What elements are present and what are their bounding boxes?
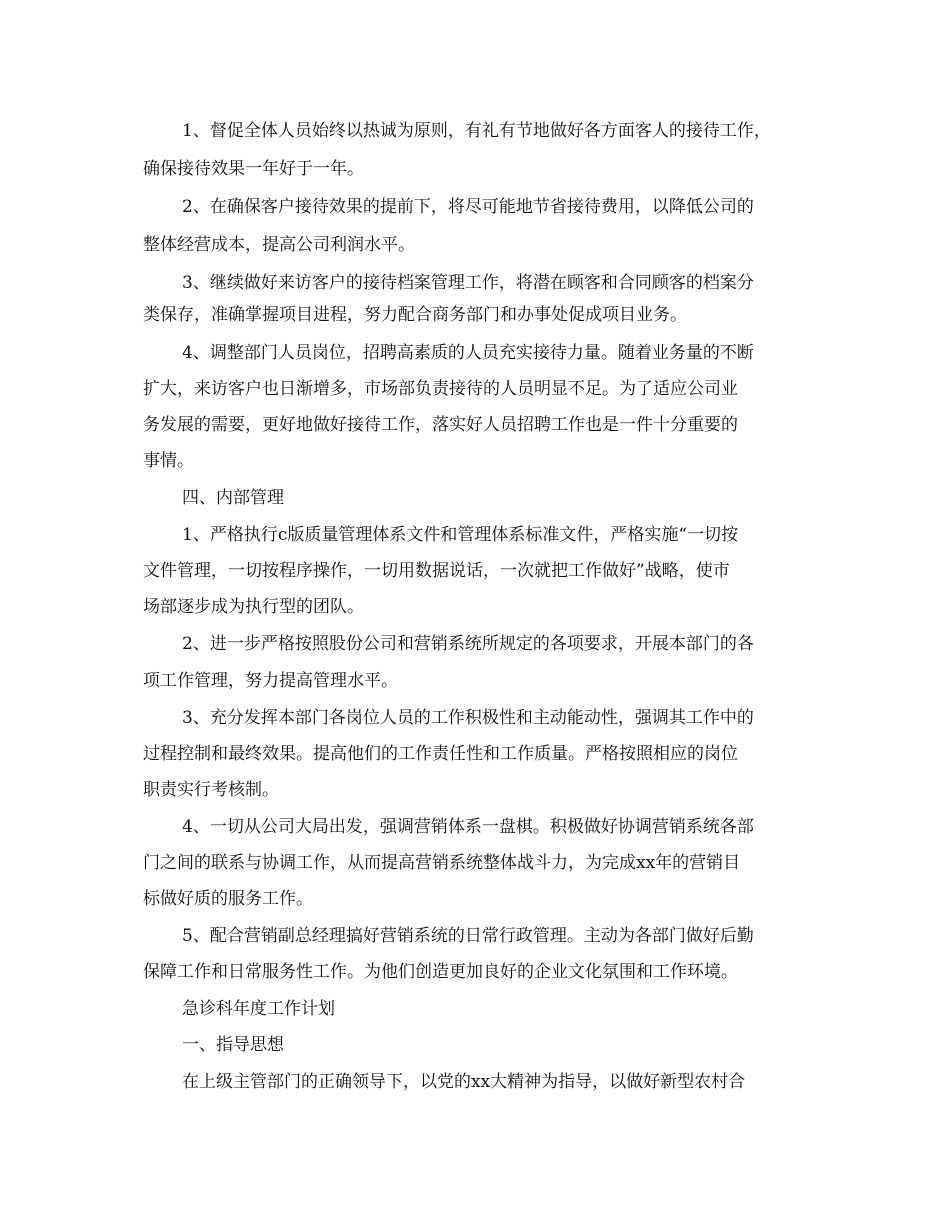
text-line: 门之间的联系与协调工作，从而提高营销系统整体战斗力，为完成xx年的营销目 — [143, 853, 741, 873]
text-line: 4、调整部门人员岗位，招聘高素质的人员充实接待力量。随着业务量的不断 — [182, 343, 754, 363]
text-line: 文件管理，一切按程序操作，一切用数据说话，一次就把工作做好”战略，使市 — [143, 561, 730, 581]
text-line: 确保接待效果一年好于一年。 — [143, 159, 364, 179]
text-line: 1、督促全体人员始终以热诚为原则，有礼有节地做好各方面客人的接待工作， — [182, 121, 771, 141]
section-heading: 一、指导思想 — [182, 1035, 284, 1055]
text-line: 2、在确保客户接待效果的提前下，将尽可能地节省接待费用，以降低公司的 — [182, 197, 754, 217]
text-line: 3、继续做好来访客户的接待档案管理工作，将潜在顾客和合同顾客的档案分 — [182, 273, 754, 293]
text-line: 事情。 — [143, 451, 194, 471]
text-line: 扩大，来访客户也日渐增多，市场部负责接待的人员明显不足。为了适应公司业 — [143, 379, 738, 399]
text-line: 整体经营成本，提高公司利润水平。 — [143, 235, 415, 255]
text-line: 在上级主管部门的正确领导下，以党的xx大精神为指导，以做好新型农村合 — [182, 1072, 746, 1092]
text-line: 职责实行考核制。 — [143, 780, 279, 800]
text-line: 5、配合营销副总经理搞好营销系统的日常行政管理。主动为各部门做好后勤 — [182, 926, 754, 946]
text-line: 2、进一步严格按照股份公司和营销系统所规定的各项要求，开展本部门的各 — [182, 634, 754, 654]
text-line: 标做好质的服务工作。 — [143, 889, 313, 909]
text-line: 务发展的需要，更好地做好接待工作，落实好人员招聘工作也是一件十分重要的 — [143, 415, 738, 435]
section-heading: 四、内部管理 — [182, 488, 284, 508]
text-line: 过程控制和最终效果。提高他们的工作责任性和工作质量。严格按照相应的岗位 — [143, 744, 738, 764]
text-line: 项工作管理，努力提高管理水平。 — [143, 671, 398, 691]
document-title: 急诊科年度工作计划 — [182, 999, 335, 1019]
text-line: 场部逐步成为执行型的团队。 — [143, 597, 364, 617]
text-line: 保障工作和日常服务性工作。为他们创造更加良好的企业文化氛围和工作环境。 — [143, 962, 738, 982]
text-line: 1、严格执行c版质量管理体系文件和管理体系标准文件，严格实施“一切按 — [182, 525, 739, 545]
text-line: 类保存，准确掌握项目进程，努力配合商务部门和办事处促成项目业务。 — [143, 305, 687, 325]
text-line: 3、充分发挥本部门各岗位人员的工作积极性和主动能动性，强调其工作中的 — [182, 708, 754, 728]
text-line: 4、一切从公司大局出发，强调营销体系一盘棋。积极做好协调营销系统各部 — [182, 817, 754, 837]
